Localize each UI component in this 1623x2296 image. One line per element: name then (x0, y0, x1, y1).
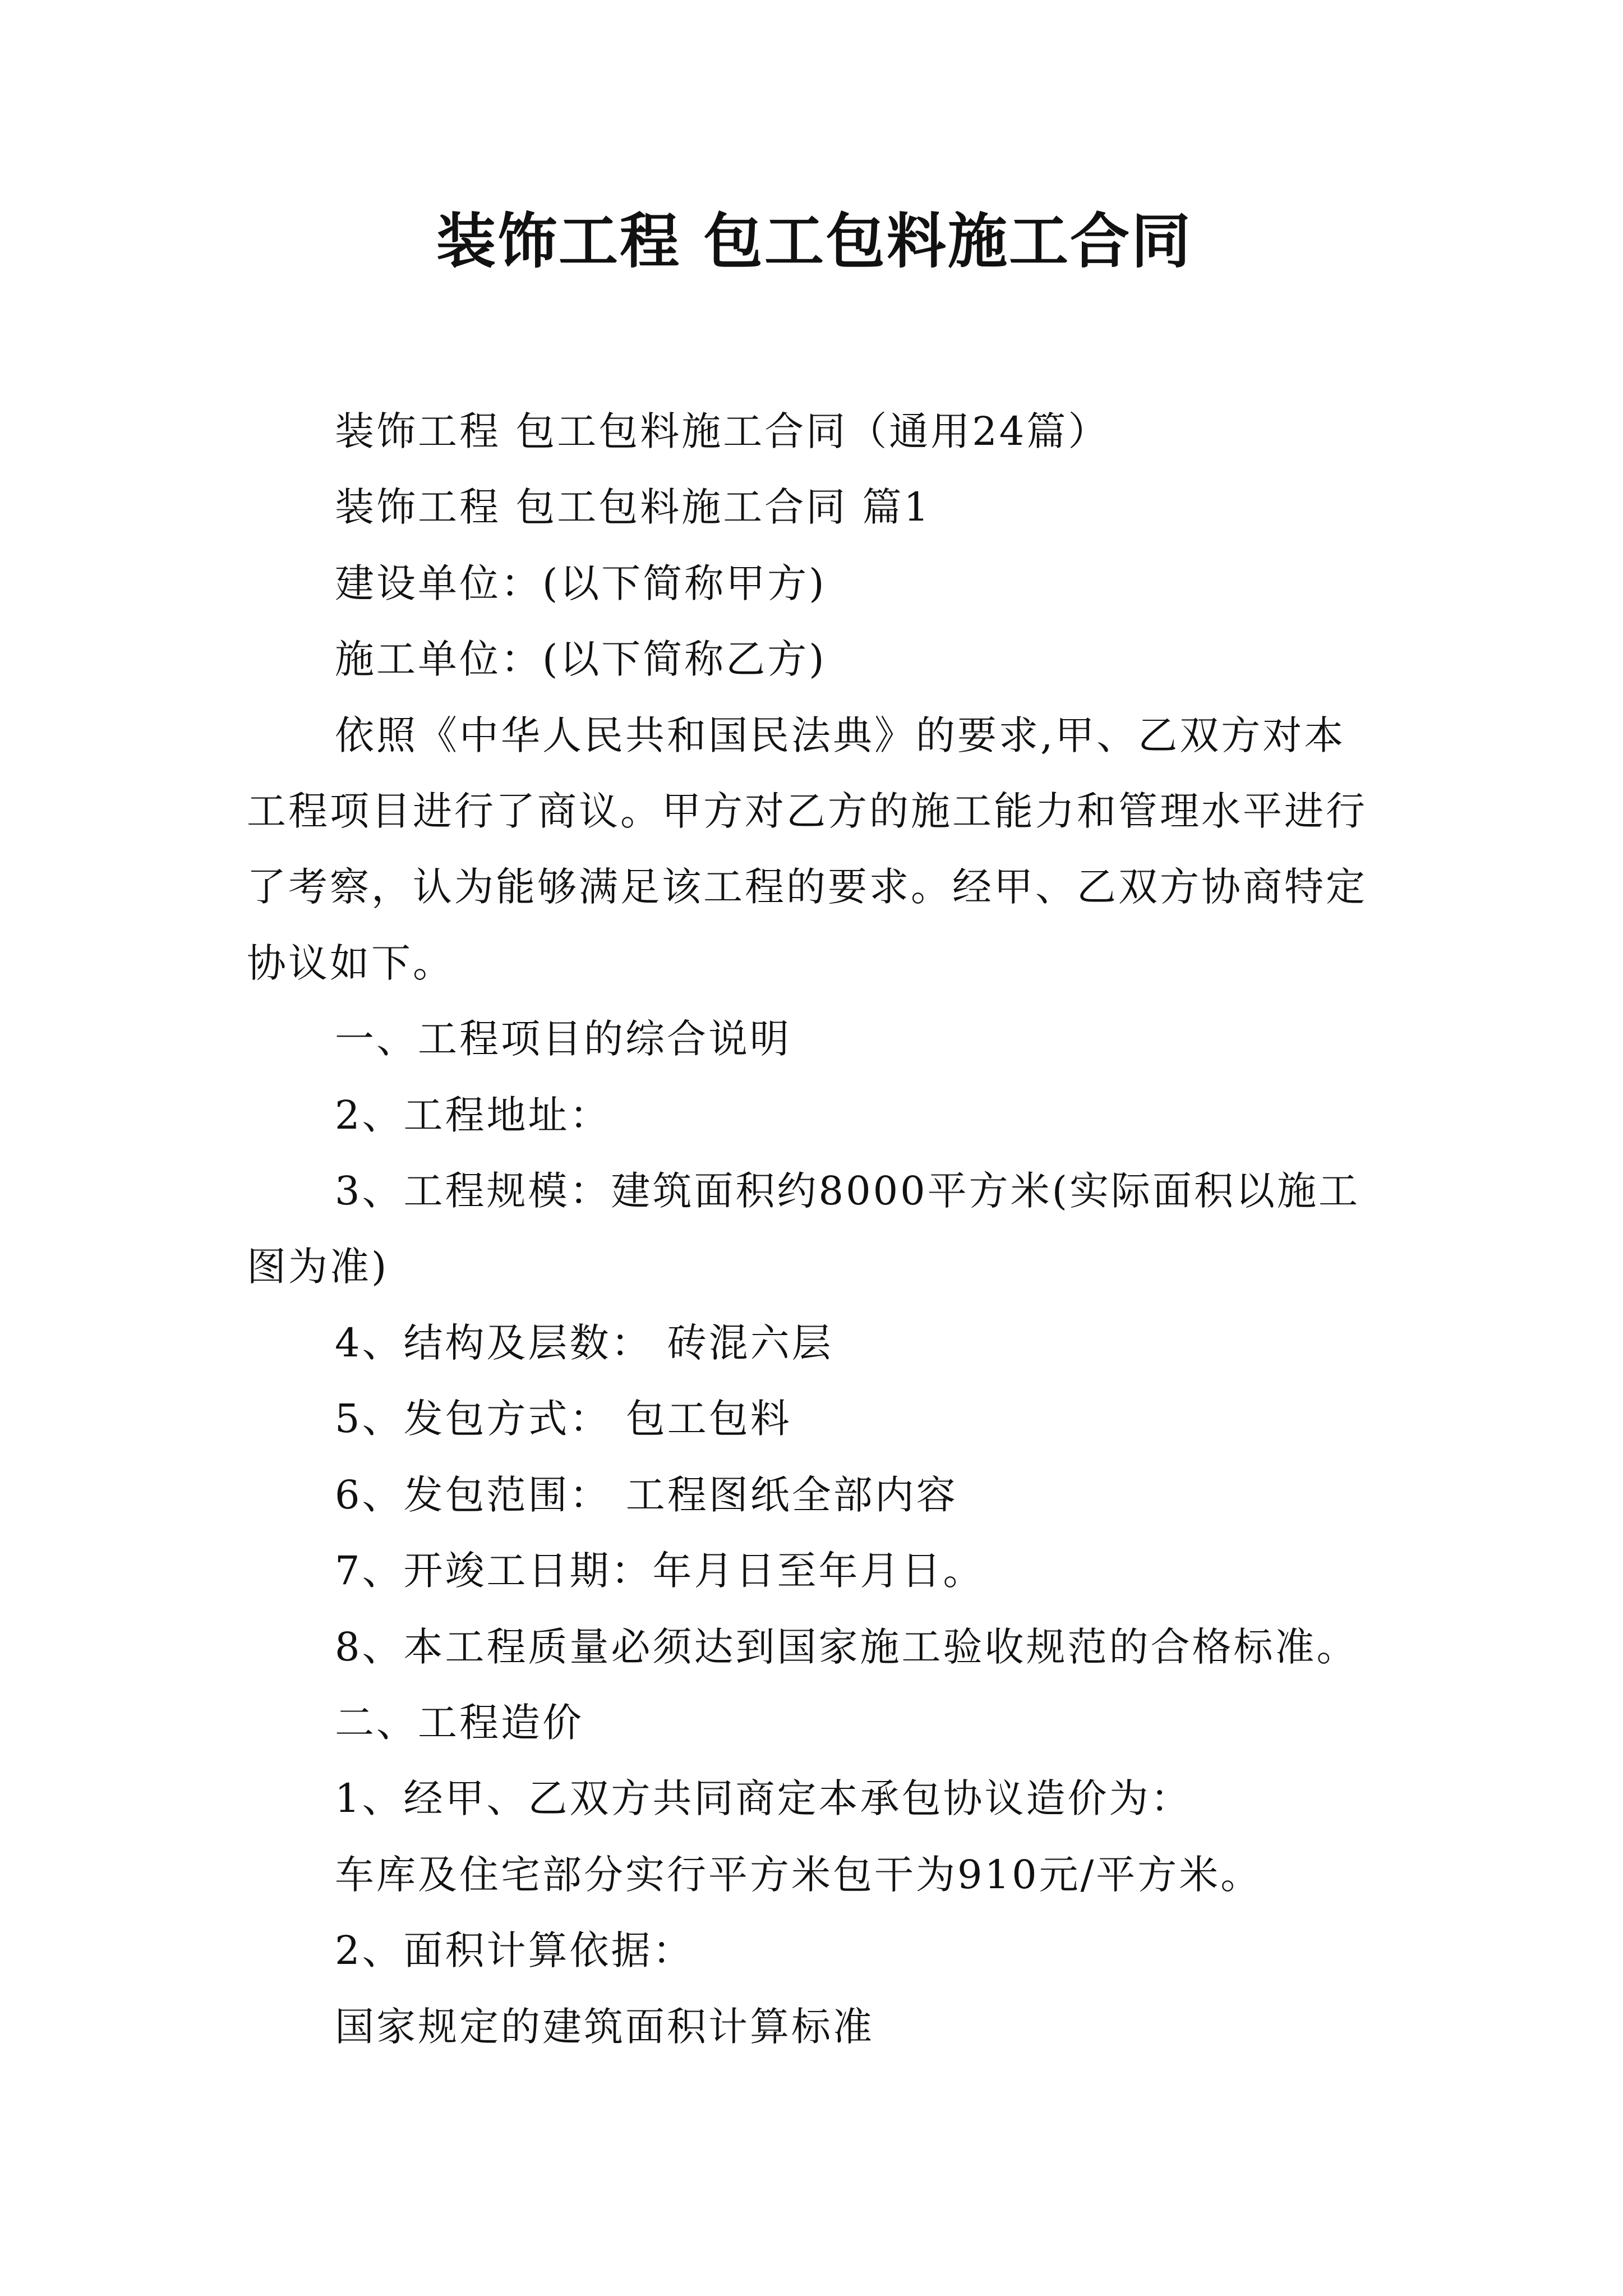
paragraph-area-basis: 2、面积计算依据： (335, 1927, 694, 1974)
paragraph-heading-one: 一、工程项目的综合说明 (335, 1016, 791, 1062)
paragraph-preamble: 依照《中华人民共和国民法典》的要求,甲、乙双方对本工程项目进行了商议。甲方对乙方的施工能力和管理水平进行了考察，认为能够满足该工程的要求。经甲、乙双方协商特定协议如下。 (247, 712, 1367, 986)
paragraph-area-standard: 国家规定的建筑面积计算标准 (335, 2003, 874, 2050)
paragraph-price-detail: 车库及住宅部分实行平方米包干为910元/平方米。 (335, 1851, 1262, 1898)
paragraph-section-heading: 装饰工程 包工包料施工合同 篇1 (335, 484, 932, 531)
paragraph-party-a: 建设单位：(以下简称甲方) (335, 560, 827, 606)
paragraph-item-6: 6、发包范围： 工程图纸全部内容 (335, 1471, 958, 1518)
paragraph-subtitle: 装饰工程 包工包料施工合同（通用24篇） (335, 408, 1110, 454)
paragraph-item-5: 5、发包方式： 包工包料 (335, 1396, 792, 1442)
paragraph-party-b: 施工单位：(以下简称乙方) (335, 636, 827, 683)
paragraph-item-3: 3、工程规模：建筑面积约8000平方米(实际面积以施工图为准) (247, 1168, 1360, 1290)
document-title: 装饰工程 包工包料施工合同 (436, 206, 1192, 276)
paragraph-item-8: 8、本工程质量必须达到国家施工验收规范的合格标准。 (335, 1623, 1358, 1670)
paragraph-item-2: 2、工程地址： (335, 1092, 611, 1138)
paragraph-price-1: 1、经甲、乙双方共同商定本承包协议造价为： (335, 1775, 1192, 1822)
paragraph-item-4: 4、结构及层数： 砖混六层 (335, 1319, 833, 1366)
paragraph-heading-two: 二、工程造价 (335, 1699, 584, 1746)
paragraph-item-7: 7、开竣工日期：年月日至年月日。 (335, 1548, 985, 1594)
